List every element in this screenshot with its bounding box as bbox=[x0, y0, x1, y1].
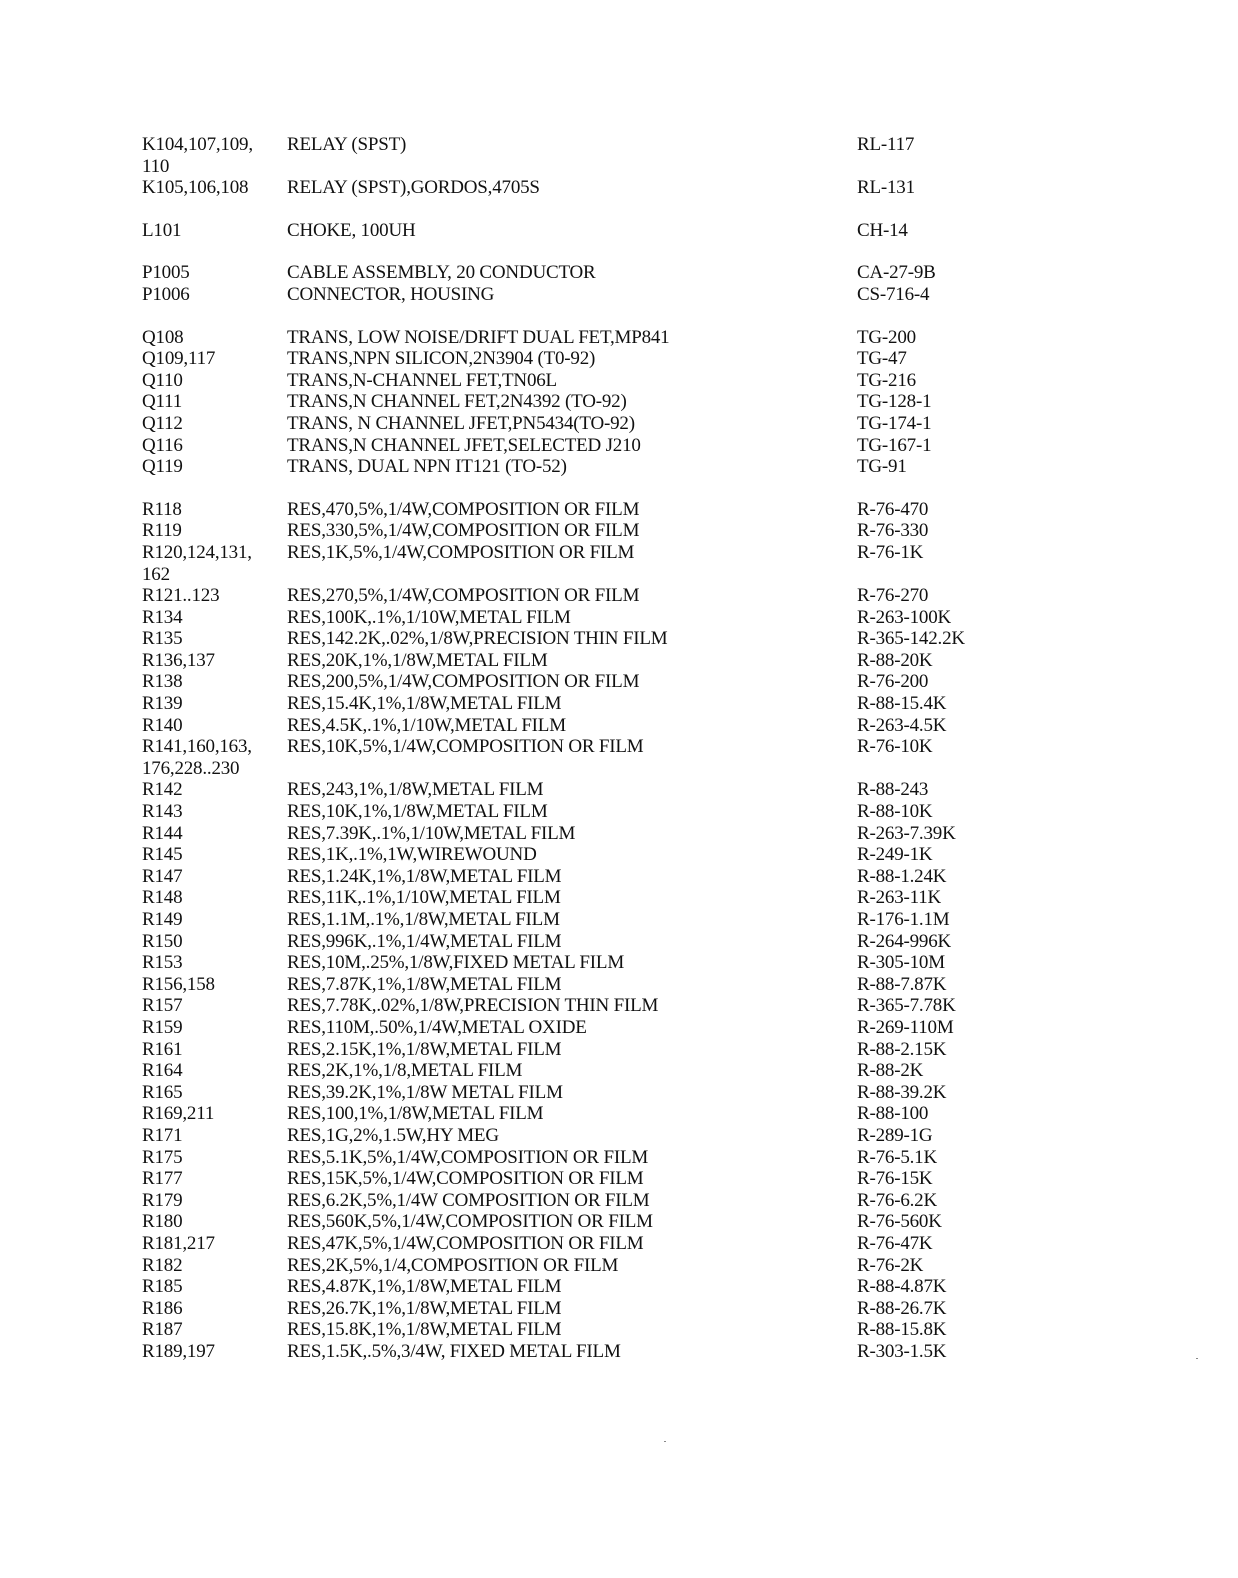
ref-designator: Q108 bbox=[142, 326, 184, 348]
part-description: TRANS,N-CHANNEL FET,TN06L bbox=[287, 369, 557, 391]
part-description: RES,15K,5%,1/4W,COMPOSITION OR FILM bbox=[287, 1168, 644, 1190]
part-number: R-76-330 bbox=[857, 520, 929, 542]
ref-designator: Q116 bbox=[142, 434, 183, 456]
parts-row bbox=[142, 413, 1142, 435]
parts-row bbox=[142, 974, 1142, 996]
part-description: RES,100K,.1%,1/10W,METAL FILM bbox=[287, 606, 571, 628]
ref-designator: R179 bbox=[142, 1189, 183, 1211]
parts-row bbox=[142, 671, 1142, 693]
parts-group bbox=[142, 220, 1142, 242]
ref-designator: Q119 bbox=[142, 456, 183, 478]
part-description: CHOKE, 100UH bbox=[287, 219, 416, 241]
ref-designator: R120,124,131, 162 bbox=[142, 541, 252, 585]
parts-row bbox=[142, 887, 1142, 909]
ref-designator: R169,211 bbox=[142, 1103, 215, 1125]
parts-row bbox=[142, 866, 1142, 888]
parts-row bbox=[142, 1082, 1142, 1104]
parts-row bbox=[142, 1319, 1142, 1341]
part-description: RES,100,1%,1/8W,METAL FILM bbox=[287, 1103, 544, 1125]
ref-designator: R156,158 bbox=[142, 973, 215, 995]
ref-designator: R138 bbox=[142, 671, 183, 693]
parts-row bbox=[142, 1060, 1142, 1082]
part-number: R-76-2K bbox=[857, 1254, 924, 1276]
parts-row bbox=[142, 520, 1142, 542]
parts-row bbox=[142, 370, 1142, 392]
part-number: RL-117 bbox=[857, 134, 915, 155]
parts-row bbox=[142, 327, 1142, 349]
part-number: R-289-1G bbox=[857, 1124, 933, 1146]
part-number: R-76-470 bbox=[857, 498, 929, 520]
part-number: R-76-1K bbox=[857, 541, 924, 563]
part-description: RES,996K,.1%,1/4W,METAL FILM bbox=[287, 930, 562, 952]
part-number: R-88-1.24K bbox=[857, 865, 947, 887]
part-number: R-176-1.1M bbox=[857, 909, 950, 930]
part-number: R-263-7.39K bbox=[857, 822, 956, 844]
part-description: RES,1K,5%,1/4W,COMPOSITION OR FILM bbox=[287, 541, 635, 563]
part-number: R-303-1.5K bbox=[857, 1340, 947, 1362]
part-description: RELAY (SPST) bbox=[287, 134, 407, 155]
part-number: R-88-4.87K bbox=[857, 1276, 947, 1298]
ref-designator: Q110 bbox=[142, 369, 183, 391]
part-number: TG-128-1 bbox=[857, 391, 932, 413]
part-description: RES,7.87K,1%,1/8W,METAL FILM bbox=[287, 973, 562, 995]
parts-row bbox=[142, 435, 1142, 457]
part-number: TG-216 bbox=[857, 369, 916, 391]
parts-row bbox=[142, 995, 1142, 1017]
part-number: TG-47 bbox=[857, 348, 907, 370]
part-number: R-305-10M bbox=[857, 952, 945, 974]
parts-row bbox=[142, 1298, 1142, 1320]
part-description: RES,1.5K,.5%,3/4W, FIXED METAL FILM bbox=[287, 1340, 621, 1362]
parts-row bbox=[142, 779, 1142, 801]
ref-designator: R161 bbox=[142, 1038, 183, 1060]
part-description: TRANS, LOW NOISE/DRIFT DUAL FET,MP841 bbox=[287, 326, 670, 348]
ref-designator: R187 bbox=[142, 1319, 183, 1341]
part-description: RES,110M,.50%,1/4W,METAL OXIDE bbox=[287, 1016, 587, 1038]
parts-row bbox=[142, 284, 1142, 306]
ref-designator: R118 bbox=[142, 498, 182, 520]
ref-designator: Q112 bbox=[142, 412, 183, 434]
parts-group bbox=[142, 327, 1142, 478]
part-description: RES,7.39K,.1%,1/10W,METAL FILM bbox=[287, 822, 576, 844]
part-description: RES,1G,2%,1.5W,HY MEG bbox=[287, 1124, 499, 1146]
parts-row bbox=[142, 801, 1142, 823]
parts-row bbox=[142, 1341, 1142, 1363]
ref-designator: P1005 bbox=[142, 262, 190, 284]
part-number: R-88-2K bbox=[857, 1060, 924, 1082]
parts-row bbox=[142, 844, 1142, 866]
parts-group bbox=[142, 134, 1142, 199]
parts-row bbox=[142, 585, 1142, 607]
part-number: TG-167-1 bbox=[857, 434, 932, 456]
parts-row bbox=[142, 693, 1142, 715]
ref-designator: R140 bbox=[142, 714, 183, 736]
ref-designator: R149 bbox=[142, 909, 183, 930]
parts-list bbox=[142, 134, 1142, 1362]
part-number: R-88-20K bbox=[857, 649, 933, 671]
ref-designator: R150 bbox=[142, 930, 183, 952]
part-number: TG-91 bbox=[857, 456, 907, 478]
group-spacer bbox=[142, 478, 1142, 499]
group-spacer bbox=[142, 306, 1142, 327]
parts-group bbox=[142, 499, 1142, 1363]
parts-row bbox=[142, 177, 1142, 199]
ref-designator: R121..123 bbox=[142, 585, 220, 607]
ref-designator: R186 bbox=[142, 1297, 183, 1319]
ref-designator: R136,137 bbox=[142, 649, 215, 671]
parts-row bbox=[142, 1125, 1142, 1147]
part-description: RES,15.4K,1%,1/8W,METAL FILM bbox=[287, 693, 562, 715]
parts-row bbox=[142, 931, 1142, 953]
ref-designator: Q109,117 bbox=[142, 348, 216, 370]
part-number: RL-131 bbox=[857, 177, 915, 199]
part-number: R-88-15.4K bbox=[857, 693, 947, 715]
part-description: RES,2K,5%,1/4,COMPOSITION OR FILM bbox=[287, 1254, 619, 1276]
parts-row bbox=[142, 1190, 1142, 1212]
ref-designator: R143 bbox=[142, 801, 183, 823]
parts-row bbox=[142, 607, 1142, 629]
group-spacer bbox=[142, 199, 1142, 220]
part-description: RES,7.78K,.02%,1/8W,PRECISION THIN FILM bbox=[287, 995, 659, 1017]
part-number: R-88-15.8K bbox=[857, 1319, 947, 1341]
part-description: RES,5.1K,5%,1/4W,COMPOSITION OR FILM bbox=[287, 1146, 649, 1168]
parts-row bbox=[142, 909, 1142, 931]
parts-row bbox=[142, 1255, 1142, 1277]
part-description: RES,6.2K,5%,1/4W COMPOSITION OR FILM bbox=[287, 1189, 650, 1211]
part-description: RES,1K,.1%,1W,WIREWOUND bbox=[287, 844, 537, 866]
part-number: R-365-7.78K bbox=[857, 995, 956, 1017]
parts-row bbox=[142, 542, 1142, 585]
part-number: R-88-2.15K bbox=[857, 1038, 947, 1060]
parts-row bbox=[142, 1147, 1142, 1169]
part-description: RES,47K,5%,1/4W,COMPOSITION OR FILM bbox=[287, 1232, 644, 1254]
part-description: TRANS, N CHANNEL JFET,PN5434(TO-92) bbox=[287, 412, 635, 434]
parts-row bbox=[142, 456, 1142, 478]
part-number: CS-716-4 bbox=[857, 283, 930, 305]
part-description: RES,20K,1%,1/8W,METAL FILM bbox=[287, 649, 548, 671]
part-description: RES,243,1%,1/8W,METAL FILM bbox=[287, 779, 544, 801]
part-number: R-76-5.1K bbox=[857, 1146, 937, 1168]
part-description: RES,10K,5%,1/4W,COMPOSITION OR FILM bbox=[287, 736, 644, 758]
part-description: RES,10K,1%,1/8W,METAL FILM bbox=[287, 801, 548, 823]
group-spacer bbox=[142, 241, 1142, 262]
part-description: RES,1.1M,.1%,1/8W,METAL FILM bbox=[287, 909, 560, 930]
ref-designator: R182 bbox=[142, 1254, 183, 1276]
part-description: RES,270,5%,1/4W,COMPOSITION OR FILM bbox=[287, 585, 640, 607]
ref-designator: R134 bbox=[142, 606, 183, 628]
part-description: RES,470,5%,1/4W,COMPOSITION OR FILM bbox=[287, 498, 640, 520]
part-number: R-88-100 bbox=[857, 1103, 929, 1125]
parts-row bbox=[142, 823, 1142, 845]
part-description: CABLE ASSEMBLY, 20 CONDUCTOR bbox=[287, 262, 596, 284]
parts-row bbox=[142, 1017, 1142, 1039]
part-description: RES,560K,5%,1/4W,COMPOSITION OR FILM bbox=[287, 1211, 653, 1233]
part-description: RES,142.2K,.02%,1/8W,PRECISION THIN FILM bbox=[287, 628, 668, 650]
part-number: TG-200 bbox=[857, 326, 916, 348]
part-number: CH-14 bbox=[857, 219, 908, 241]
part-description: RES,11K,.1%,1/10W,METAL FILM bbox=[287, 887, 561, 909]
parts-row bbox=[142, 134, 1142, 177]
part-description: RES,2.15K,1%,1/8W,METAL FILM bbox=[287, 1038, 562, 1060]
part-number: R-264-996K bbox=[857, 930, 952, 952]
part-description: TRANS,N CHANNEL FET,2N4392 (TO-92) bbox=[287, 391, 627, 413]
ref-designator: R147 bbox=[142, 865, 183, 887]
ref-designator: R159 bbox=[142, 1016, 183, 1038]
ref-designator: R139 bbox=[142, 693, 183, 715]
parts-row bbox=[142, 348, 1142, 370]
part-number: R-76-47K bbox=[857, 1232, 933, 1254]
ref-designator: R177 bbox=[142, 1168, 183, 1190]
ref-designator: R135 bbox=[142, 628, 183, 650]
ref-designator: R153 bbox=[142, 952, 183, 974]
part-description: TRANS,N CHANNEL JFET,SELECTED J210 bbox=[287, 434, 641, 456]
parts-row bbox=[142, 1276, 1142, 1298]
part-number: R-76-15K bbox=[857, 1168, 933, 1190]
parts-row bbox=[142, 1168, 1142, 1190]
part-description: RES,2K,1%,1/8,METAL FILM bbox=[287, 1060, 523, 1082]
ref-designator: R141,160,163, 176,228..230 bbox=[142, 736, 252, 779]
parts-row bbox=[142, 952, 1142, 974]
part-number: R-88-7.87K bbox=[857, 973, 947, 995]
ref-designator: R157 bbox=[142, 995, 183, 1017]
part-number: R-76-10K bbox=[857, 736, 933, 758]
part-number: R-76-560K bbox=[857, 1211, 942, 1233]
part-number: R-263-11K bbox=[857, 887, 942, 909]
parts-row bbox=[142, 650, 1142, 672]
part-number: R-76-200 bbox=[857, 671, 929, 693]
part-number: R-76-270 bbox=[857, 585, 929, 607]
part-number: R-263-4.5K bbox=[857, 714, 947, 736]
part-number: R-88-10K bbox=[857, 801, 933, 823]
ref-designator: P1006 bbox=[142, 283, 190, 305]
ref-designator: R180 bbox=[142, 1211, 183, 1233]
parts-row bbox=[142, 1211, 1142, 1233]
parts-row bbox=[142, 499, 1142, 521]
parts-row bbox=[142, 715, 1142, 737]
ref-designator: R142 bbox=[142, 779, 183, 801]
ref-designator: K105,106,108 bbox=[142, 177, 249, 199]
part-number: CA-27-9B bbox=[857, 262, 936, 284]
part-number: R-88-26.7K bbox=[857, 1297, 947, 1319]
part-description: RES,4.87K,1%,1/8W,METAL FILM bbox=[287, 1276, 562, 1298]
part-number: R-76-6.2K bbox=[857, 1189, 937, 1211]
part-description: RES,10M,.25%,1/8W,FIXED METAL FILM bbox=[287, 952, 625, 974]
parts-row bbox=[142, 220, 1142, 242]
parts-row bbox=[142, 1039, 1142, 1061]
part-description: RES,1.24K,1%,1/8W,METAL FILM bbox=[287, 865, 562, 887]
ref-designator: R171 bbox=[142, 1124, 183, 1146]
ref-designator: R189,197 bbox=[142, 1340, 215, 1362]
parts-group bbox=[142, 262, 1142, 305]
part-number: TG-174-1 bbox=[857, 412, 932, 434]
scan-speck bbox=[664, 1441, 666, 1442]
part-description: RELAY (SPST),GORDOS,4705S bbox=[287, 177, 540, 199]
ref-designator: R164 bbox=[142, 1060, 183, 1082]
ref-designator: K104,107,109, 110 bbox=[142, 134, 253, 177]
part-description: RES,330,5%,1/4W,COMPOSITION OR FILM bbox=[287, 520, 640, 542]
ref-designator: R175 bbox=[142, 1146, 183, 1168]
part-description: RES,15.8K,1%,1/8W,METAL FILM bbox=[287, 1319, 562, 1341]
part-number: R-249-1K bbox=[857, 844, 933, 866]
scan-speck bbox=[1196, 1358, 1198, 1359]
ref-designator: R165 bbox=[142, 1081, 183, 1103]
ref-designator: R148 bbox=[142, 887, 183, 909]
ref-designator: R185 bbox=[142, 1276, 183, 1298]
part-description: TRANS, DUAL NPN IT121 (TO-52) bbox=[287, 456, 567, 478]
part-number: R-88-243 bbox=[857, 779, 929, 801]
parts-row bbox=[142, 391, 1142, 413]
ref-designator: R119 bbox=[142, 520, 182, 542]
ref-designator: R144 bbox=[142, 822, 183, 844]
part-description: RES,4.5K,.1%,1/10W,METAL FILM bbox=[287, 714, 566, 736]
parts-row bbox=[142, 1103, 1142, 1125]
parts-row bbox=[142, 1233, 1142, 1255]
part-description: RES,26.7K,1%,1/8W,METAL FILM bbox=[287, 1297, 562, 1319]
ref-designator: R145 bbox=[142, 844, 183, 866]
part-number: R-269-110M bbox=[857, 1016, 954, 1038]
part-description: CONNECTOR, HOUSING bbox=[287, 283, 495, 305]
parts-row bbox=[142, 262, 1142, 284]
ref-designator: Q111 bbox=[142, 391, 183, 413]
parts-row bbox=[142, 628, 1142, 650]
part-description: RES,39.2K,1%,1/8W METAL FILM bbox=[287, 1081, 563, 1103]
parts-row bbox=[142, 736, 1142, 779]
part-description: TRANS,NPN SILICON,2N3904 (T0-92) bbox=[287, 348, 596, 370]
ref-designator: R181,217 bbox=[142, 1232, 215, 1254]
part-number: R-263-100K bbox=[857, 606, 952, 628]
ref-designator: L101 bbox=[142, 219, 182, 241]
part-description: RES,200,5%,1/4W,COMPOSITION OR FILM bbox=[287, 671, 640, 693]
part-number: R-88-39.2K bbox=[857, 1081, 947, 1103]
part-number: R-365-142.2K bbox=[857, 628, 965, 650]
